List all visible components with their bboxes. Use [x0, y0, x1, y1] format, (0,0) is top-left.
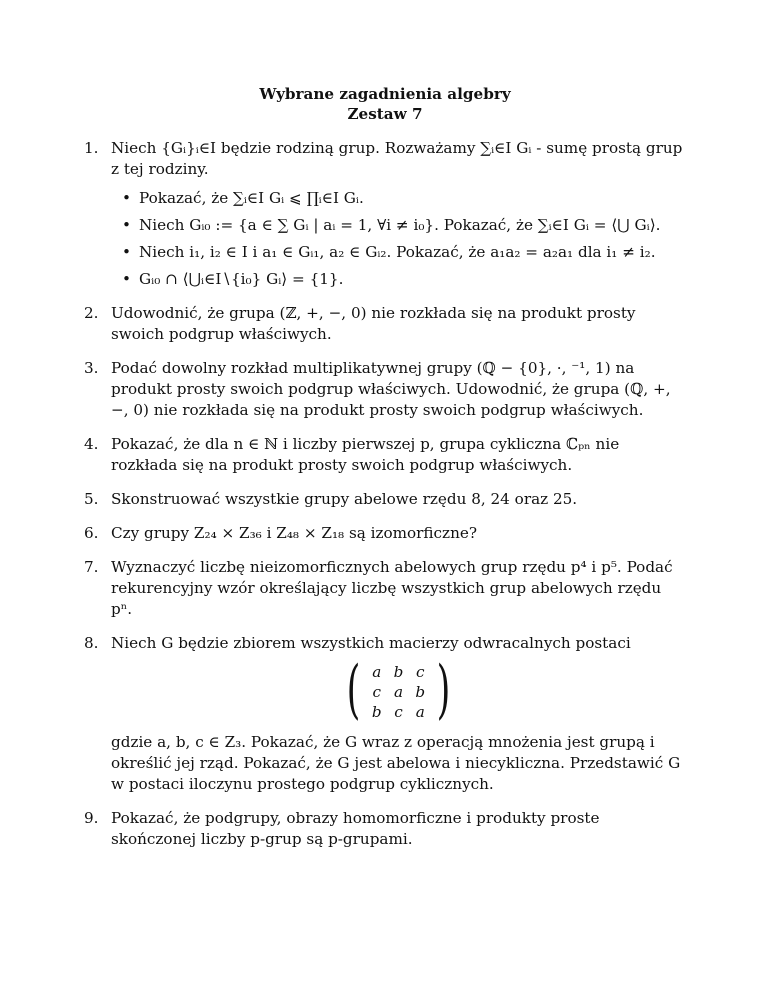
sheet-title	[84, 84, 686, 124]
bullet-item: • Pokazać, że ∑ᵢ∈I Gᵢ ⩽ ∏ᵢ∈I Gᵢ.	[111, 188, 686, 209]
problem-3	[84, 358, 686, 421]
problem-8	[84, 633, 686, 795]
title-line-1: Wybrane zagadnienia algebry	[259, 85, 511, 103]
matrix-cell: c	[394, 702, 403, 721]
problem-5	[84, 489, 686, 510]
title-line-2: Zestaw 7	[347, 105, 423, 123]
problem-number: 1.	[84, 139, 99, 157]
problem-text: Czy grupy Z₂₄ × Z₃₆ i Z₄₈ × Z₁₈ są izomorficzne?	[111, 524, 477, 542]
left-paren: (	[346, 653, 361, 727]
problem-9	[84, 808, 686, 850]
matrix-cell: c	[415, 662, 425, 681]
problem-number: 8.	[84, 634, 99, 652]
problem-text: Skonstruować wszystkie grupy abelowe rzędu 8, 24 oraz 25.	[111, 490, 578, 508]
problem-7	[84, 557, 686, 620]
matrix-cell: b	[415, 682, 426, 701]
matrix-cell: a	[415, 702, 425, 721]
right-paren: )	[436, 653, 451, 727]
problem-6	[84, 523, 686, 544]
problem-number: 2.	[84, 304, 99, 322]
problem-sheet	[84, 84, 686, 863]
bullet-item: • Gᵢ₀ ∩ ⟨⋃ᵢ∈I∖{i₀} Gᵢ⟩ = {1}.	[111, 269, 686, 290]
matrix-row	[366, 702, 431, 722]
matrix	[111, 653, 686, 727]
problem-text: Pokazać, że podgrupy, obrazy homomorficzne i produkty proste skończonej liczby p-grup są p-grupami.	[111, 809, 600, 848]
problem-text: Pokazać, że dla n ∈ ℕ i liczby pierwszej p, grupa cykliczna ℂₚₙ nie rozkłada się na produkt prosty swoich podgrup właściwych.	[111, 435, 620, 474]
matrix-row	[366, 662, 431, 682]
matrix-cell: a	[372, 662, 382, 681]
problem-number: 6.	[84, 524, 99, 542]
problem-number: 3.	[84, 359, 99, 377]
problem-text-after: gdzie a, b, c ∈ Z₃. Pokazać, że G wraz z operacją mnożenia jest grupą i określić jej rząd. Pokazać, że G jest abelowa i niecykliczna. Przedstawić G w postaci iloczynu prostego podgrup cyklicznych.	[111, 733, 681, 793]
problem-number: 4.	[84, 435, 99, 453]
problem-text: Wyznaczyć liczbę nieizomorficznych abelowych grup rzędu p⁴ i p⁵. Podać rekurencyjny wzór określający liczbę wszystkich grup abelowych rzędu pⁿ.	[111, 558, 673, 618]
matrix-cell: b	[393, 662, 404, 681]
problem-text: Podać dowolny rozkład multiplikatywnej grupy (ℚ − {0}, ·, ⁻¹, 1) na produkt prosty swoich podgrup właściwych. Udowodnić, że grupa (ℚ, +, −, 0) nie rozkłada się na produkt prosty swoich podgrup właściwych.	[111, 359, 671, 419]
problem-text: Udowodnić, że grupa (ℤ, +, −, 0) nie rozkłada się na produkt prosty swoich podgrup właściwych.	[111, 304, 636, 343]
problem-number: 9.	[84, 809, 99, 827]
problem-2	[84, 303, 686, 345]
problem-number: 7.	[84, 558, 99, 576]
matrix-cell: b	[371, 702, 382, 721]
matrix-table	[366, 662, 431, 722]
problem-1-bullets	[111, 188, 686, 290]
problem-number: 5.	[84, 490, 99, 508]
problem-4	[84, 434, 686, 476]
problem-1	[84, 138, 686, 290]
problem-list	[84, 138, 686, 850]
bullet-item: • Niech Gᵢ₀ := {a ∈ ∑ Gᵢ | aᵢ = 1, ∀i ≠ i₀}. Pokazać, że ∑ᵢ∈I Gᵢ = ⟨⋃ Gᵢ⟩.	[111, 215, 686, 236]
problem-text: Niech {Gᵢ}ᵢ∈I będzie rodziną grup. Rozważamy ∑ᵢ∈I Gᵢ - sumę prostą grup z tej rodziny.	[111, 139, 683, 178]
matrix-row	[366, 682, 431, 702]
matrix-cell: a	[393, 682, 404, 701]
bullet-item: • Niech i₁, i₂ ∈ I i a₁ ∈ Gᵢ₁, a₂ ∈ Gᵢ₂. Pokazać, że a₁a₂ = a₂a₁ dla i₁ ≠ i₂.	[111, 242, 686, 263]
problem-text: Niech G będzie zbiorem wszystkich macierzy odwracalnych postaci	[111, 634, 631, 652]
matrix-cell: c	[372, 682, 382, 701]
